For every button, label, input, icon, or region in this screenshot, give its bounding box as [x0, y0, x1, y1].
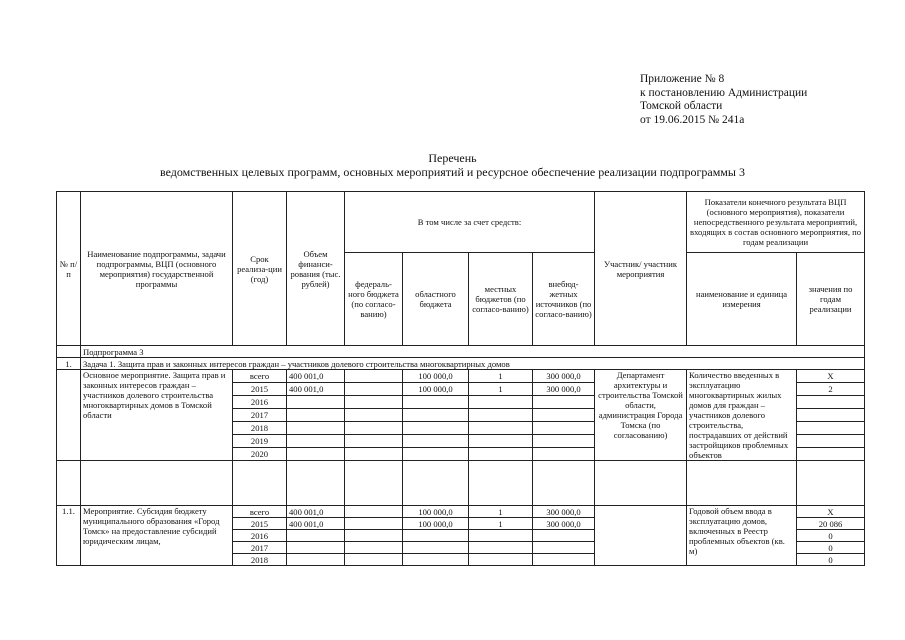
row-regional: 100 000,0 — [403, 383, 469, 396]
row-indicator-value: X — [797, 370, 865, 383]
filler-cell — [233, 461, 287, 506]
appendix-line: Приложение № 8 — [640, 73, 725, 85]
row-volume: 400 001,0 — [287, 506, 345, 518]
row-extra — [533, 435, 595, 448]
row-local: 1 — [469, 506, 533, 518]
row-volume — [287, 554, 345, 566]
table-row — [57, 506, 865, 518]
filler-cell — [595, 461, 687, 506]
row-federal — [345, 506, 403, 518]
row-extra: 300 000,0 — [533, 370, 595, 383]
row-year: 2015 — [233, 518, 287, 530]
row-year: 2017 — [233, 542, 287, 554]
subprogram-num-cell — [57, 346, 81, 358]
row-regional — [403, 422, 469, 435]
row-year: 2017 — [233, 409, 287, 422]
row-extra — [533, 409, 595, 422]
row-year: 2019 — [233, 435, 287, 448]
row-year: всего — [233, 506, 287, 518]
row-federal — [345, 370, 403, 383]
row-regional — [403, 542, 469, 554]
filler-cell — [533, 461, 595, 506]
row-regional: 100 000,0 — [403, 506, 469, 518]
row-name: Мероприятие. Субсидия бюджету муниципального образования «Город Томск» на предоставление субсидий юридическим лицам, — [81, 506, 233, 566]
row-regional — [403, 448, 469, 461]
filler-cell — [345, 461, 403, 506]
row-volume — [287, 396, 345, 409]
row-regional — [403, 396, 469, 409]
row-extra — [533, 448, 595, 461]
row-participant — [595, 506, 687, 566]
row-num — [57, 370, 81, 461]
row-federal — [345, 409, 403, 422]
row-regional — [403, 530, 469, 542]
row-participant: Департамент архитектуры и строительства Томской области, администрация Города Томска (по согласованию) — [595, 370, 687, 461]
row-federal — [345, 396, 403, 409]
row-indicator-value: 20 086 — [797, 518, 865, 530]
row-federal — [345, 435, 403, 448]
row-extra — [533, 542, 595, 554]
filler-cell — [287, 461, 345, 506]
row-extra — [533, 396, 595, 409]
row-indicator: Годовой объем ввода в эксплуатацию домов, включенных в Реестр проблемных объектов (кв. м) — [687, 506, 797, 566]
header-extra: внебюд-жетных источников (по согласо-ванию) — [533, 253, 595, 346]
row-volume: 400 001,0 — [287, 518, 345, 530]
appendix-block — [640, 73, 807, 127]
row-year: 2018 — [233, 422, 287, 435]
row-year: 2015 — [233, 383, 287, 396]
row-volume: 400 001,0 — [287, 370, 345, 383]
row-local — [469, 396, 533, 409]
row-local: 1 — [469, 518, 533, 530]
row-regional — [403, 409, 469, 422]
filler-cell — [797, 461, 865, 506]
row-num: 1.1. — [57, 506, 81, 566]
row-local — [469, 542, 533, 554]
filler-cell — [57, 461, 81, 506]
row-year: 2018 — [233, 554, 287, 566]
row-indicator-value — [797, 396, 865, 409]
table-row-filler — [57, 461, 865, 506]
document-subtitle: ведомственных целевых программ, основных мероприятий и ресурсное обеспечение реализации подпрограммы 3 — [160, 165, 745, 179]
row-indicator-value: 0 — [797, 530, 865, 542]
row-indicator-value: X — [797, 506, 865, 518]
row-regional — [403, 554, 469, 566]
filler-cell — [687, 461, 797, 506]
task-num: 1. — [57, 358, 81, 370]
row-indicator-value: 2 — [797, 383, 865, 396]
row-volume — [287, 409, 345, 422]
row-volume — [287, 422, 345, 435]
row-year: 2016 — [233, 530, 287, 542]
row-local — [469, 435, 533, 448]
header-regional: областного бюджета — [403, 253, 469, 346]
appendix-line: Томской области — [640, 100, 723, 112]
appendix-line: к постановлению Администрации — [640, 86, 808, 99]
row-volume — [287, 542, 345, 554]
header-participant: Участник/ участник мероприятия — [595, 192, 687, 346]
header-volume: Объем финанси-рования (тыс. рублей) — [287, 192, 345, 346]
row-indicator-value — [797, 409, 865, 422]
row-year: 2020 — [233, 448, 287, 461]
row-indicator: Количество введенных в эксплуатацию многоквартирных жилых домов для граждан – участников долевого строительства, пострадавших от действий застройщиков проблемных объектов — [687, 370, 797, 461]
row-indicator-value — [797, 422, 865, 435]
header-name: Наименование подпрограммы, задачи подпрограммы, ВЦП (основного мероприятия) государственной программы — [81, 192, 233, 346]
task-label: Задача 1. Защита прав и законных интересов граждан – участников долевого строительства многоквартирных домов — [81, 358, 865, 370]
header-indicator-name: наименование и единица измерения — [687, 253, 797, 346]
row-year: всего — [233, 370, 287, 383]
filler-cell — [469, 461, 533, 506]
header-indicators: Показатели конечного результата ВЦП (основного мероприятия), показатели непосредственного результата мероприятий, входящих в состав основного мероприятия, по годам реализации — [687, 192, 865, 253]
row-regional: 100 000,0 — [403, 518, 469, 530]
row-volume — [287, 448, 345, 461]
filler-cell — [403, 461, 469, 506]
row-local — [469, 448, 533, 461]
header-num: № п/п — [57, 192, 81, 346]
appendix-line: от 19.06.2015 № 241а — [640, 113, 745, 126]
row-year: 2016 — [233, 396, 287, 409]
header-term: Срок реализа-ции (год) — [233, 192, 287, 346]
row-indicator-value — [797, 435, 865, 448]
header-including: В том числе за счет средств: — [345, 192, 595, 253]
row-federal — [345, 518, 403, 530]
header-local: местных бюджетов (по согласо-ванию) — [469, 253, 533, 346]
row-extra — [533, 554, 595, 566]
row-indicator-value: 0 — [797, 542, 865, 554]
row-indicator-value — [797, 448, 865, 461]
row-local — [469, 530, 533, 542]
row-local: 1 — [469, 370, 533, 383]
row-extra — [533, 422, 595, 435]
row-local — [469, 409, 533, 422]
row-regional: 100 000,0 — [403, 370, 469, 383]
row-federal — [345, 530, 403, 542]
header-federal: федераль-ного бюджета (по согласо-ванию) — [345, 253, 403, 346]
document-title: Перечень — [428, 151, 477, 165]
row-extra: 300 000,0 — [533, 383, 595, 396]
row-name: Основное мероприятие. Защита прав и законных интересов граждан – участников долевого строительства многоквартирных домов в Томской области — [81, 370, 233, 461]
row-federal — [345, 542, 403, 554]
row-extra — [533, 530, 595, 542]
row-federal — [345, 383, 403, 396]
subprogram-label: Подпрограмма 3 — [81, 346, 865, 358]
row-volume — [287, 530, 345, 542]
row-extra: 300 000,0 — [533, 518, 595, 530]
row-extra: 300 000,0 — [533, 506, 595, 518]
row-local — [469, 422, 533, 435]
program-table — [56, 191, 865, 566]
row-volume: 400 001,0 — [287, 383, 345, 396]
row-federal — [345, 554, 403, 566]
row-regional — [403, 435, 469, 448]
row-volume — [287, 435, 345, 448]
row-indicator-value: 0 — [797, 554, 865, 566]
row-local: 1 — [469, 383, 533, 396]
row-federal — [345, 422, 403, 435]
table-row — [57, 370, 865, 383]
row-federal — [345, 448, 403, 461]
filler-cell — [81, 461, 233, 506]
row-local — [469, 554, 533, 566]
header-indicator-values: значения по годам реализации — [797, 253, 865, 346]
